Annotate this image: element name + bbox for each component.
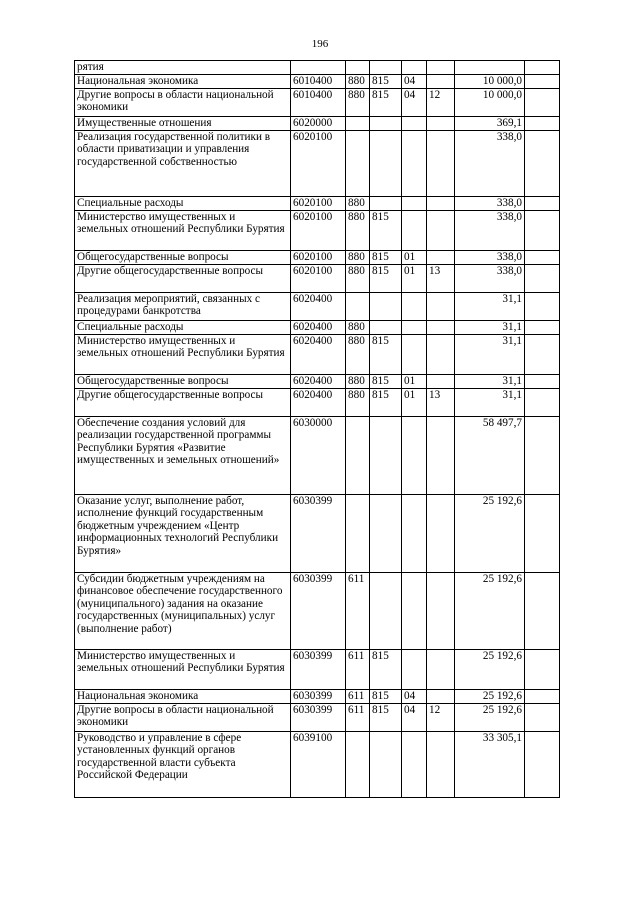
- cell-gr: 815: [370, 88, 402, 116]
- cell-gr: [370, 494, 402, 572]
- cell-vr: 611: [346, 649, 370, 689]
- cell-name: Реализация государственной политики в области приватизации и управления государственной собственностью: [75, 130, 291, 196]
- cell-code: 6020400: [291, 374, 346, 388]
- cell-rz: [402, 731, 427, 797]
- table-row: [75, 116, 560, 130]
- cell-vr: [346, 61, 370, 75]
- cell-vr: 611: [346, 572, 370, 649]
- cell-vr: 611: [346, 703, 370, 731]
- table-row: [75, 388, 560, 416]
- cell-empty: [525, 74, 560, 88]
- cell-pr: [427, 292, 455, 320]
- cell-gr: [370, 731, 402, 797]
- cell-vr: 880: [346, 74, 370, 88]
- cell-gr: [370, 416, 402, 494]
- cell-empty: [525, 689, 560, 703]
- table-row: [75, 292, 560, 320]
- cell-sum: 31,1: [455, 388, 525, 416]
- cell-rz: 04: [402, 689, 427, 703]
- cell-pr: [427, 116, 455, 130]
- cell-vr: [346, 416, 370, 494]
- cell-empty: [525, 416, 560, 494]
- budget-table: [74, 60, 560, 798]
- cell-pr: [427, 689, 455, 703]
- cell-pr: [427, 130, 455, 196]
- cell-rz: 04: [402, 88, 427, 116]
- cell-rz: [402, 494, 427, 572]
- cell-empty: [525, 649, 560, 689]
- cell-pr: 13: [427, 388, 455, 416]
- cell-sum: 338,0: [455, 210, 525, 250]
- cell-code: 6020100: [291, 196, 346, 210]
- cell-rz: [402, 61, 427, 75]
- cell-code: 6020100: [291, 264, 346, 292]
- cell-pr: 12: [427, 88, 455, 116]
- cell-vr: 880: [346, 250, 370, 264]
- cell-empty: [525, 196, 560, 210]
- table-row: [75, 320, 560, 334]
- cell-vr: 880: [346, 388, 370, 416]
- page-number: 196: [311, 38, 329, 50]
- cell-sum: 25 192,6: [455, 689, 525, 703]
- cell-empty: [525, 61, 560, 75]
- cell-sum: 25 192,6: [455, 572, 525, 649]
- cell-vr: [346, 731, 370, 797]
- cell-sum: 369,1: [455, 116, 525, 130]
- cell-pr: [427, 61, 455, 75]
- cell-sum: 25 192,6: [455, 703, 525, 731]
- cell-gr: 815: [370, 250, 402, 264]
- cell-gr: [370, 292, 402, 320]
- cell-name: Специальные расходы: [75, 196, 291, 210]
- cell-pr: [427, 196, 455, 210]
- cell-rz: [402, 210, 427, 250]
- cell-empty: [525, 292, 560, 320]
- cell-code: 6020400: [291, 388, 346, 416]
- cell-sum: 338,0: [455, 130, 525, 196]
- cell-sum: [455, 61, 525, 75]
- cell-vr: 611: [346, 689, 370, 703]
- cell-vr: 880: [346, 320, 370, 334]
- table-row: [75, 130, 560, 196]
- cell-vr: [346, 292, 370, 320]
- table-row: [75, 703, 560, 731]
- table-body: [75, 61, 560, 798]
- cell-vr: 880: [346, 196, 370, 210]
- cell-name: Субсидии бюджетным учреждениям на финансовое обеспечение государственного (муниципального) задания на оказание государственных (муниципальных) услуг (выполнение работ): [75, 572, 291, 649]
- cell-empty: [525, 130, 560, 196]
- table-row: [75, 416, 560, 494]
- cell-rz: 01: [402, 388, 427, 416]
- cell-rz: [402, 292, 427, 320]
- table-row: [75, 264, 560, 292]
- cell-gr: [370, 130, 402, 196]
- cell-empty: [525, 572, 560, 649]
- cell-empty: [525, 88, 560, 116]
- cell-code: 6010400: [291, 88, 346, 116]
- cell-rz: 01: [402, 250, 427, 264]
- table-row: [75, 196, 560, 210]
- cell-gr: 815: [370, 334, 402, 374]
- cell-gr: 815: [370, 703, 402, 731]
- cell-rz: [402, 649, 427, 689]
- cell-vr: [346, 116, 370, 130]
- cell-name: Министерство имущественных и земельных отношений Республики Бурятия: [75, 649, 291, 689]
- cell-empty: [525, 703, 560, 731]
- cell-vr: 880: [346, 334, 370, 374]
- table-row: [75, 649, 560, 689]
- cell-code: 6030399: [291, 572, 346, 649]
- cell-code: 6030399: [291, 689, 346, 703]
- cell-gr: 815: [370, 264, 402, 292]
- cell-gr: 815: [370, 388, 402, 416]
- cell-name: Национальная экономика: [75, 689, 291, 703]
- cell-gr: 815: [370, 374, 402, 388]
- cell-code: 6020400: [291, 334, 346, 374]
- cell-name: Другие общегосударственные вопросы: [75, 264, 291, 292]
- cell-rz: [402, 572, 427, 649]
- cell-rz: [402, 196, 427, 210]
- cell-pr: [427, 320, 455, 334]
- cell-code: 6020000: [291, 116, 346, 130]
- cell-pr: [427, 210, 455, 250]
- cell-gr: [370, 320, 402, 334]
- cell-sum: 31,1: [455, 320, 525, 334]
- table-row: [75, 494, 560, 572]
- cell-name: Министерство имущественных и земельных отношений Республики Бурятия: [75, 334, 291, 374]
- cell-vr: 880: [346, 88, 370, 116]
- cell-rz: [402, 334, 427, 374]
- cell-rz: [402, 116, 427, 130]
- cell-name: Общегосударственные вопросы: [75, 250, 291, 264]
- cell-rz: [402, 130, 427, 196]
- cell-name: Обеспечение создания условий для реализации государственной программы Республики Бурятия «Развитие имущественных и земельных отношений»: [75, 416, 291, 494]
- cell-code: 6020100: [291, 130, 346, 196]
- cell-pr: [427, 74, 455, 88]
- cell-sum: 25 192,6: [455, 649, 525, 689]
- cell-sum: 58 497,7: [455, 416, 525, 494]
- cell-pr: [427, 334, 455, 374]
- cell-name: Другие вопросы в области национальной экономики: [75, 88, 291, 116]
- cell-gr: 815: [370, 689, 402, 703]
- cell-sum: 31,1: [455, 334, 525, 374]
- cell-code: 6010400: [291, 74, 346, 88]
- cell-empty: [525, 116, 560, 130]
- cell-name: Общегосударственные вопросы: [75, 374, 291, 388]
- cell-vr: 880: [346, 374, 370, 388]
- table-row: [75, 374, 560, 388]
- cell-pr: [427, 416, 455, 494]
- cell-vr: [346, 494, 370, 572]
- cell-empty: [525, 320, 560, 334]
- cell-rz: [402, 416, 427, 494]
- cell-name: рятия: [75, 61, 291, 75]
- cell-rz: [402, 320, 427, 334]
- cell-code: 6030399: [291, 703, 346, 731]
- cell-empty: [525, 494, 560, 572]
- cell-pr: 13: [427, 264, 455, 292]
- table-row: [75, 689, 560, 703]
- cell-name: Национальная экономика: [75, 74, 291, 88]
- cell-pr: [427, 494, 455, 572]
- cell-code: 6020100: [291, 210, 346, 250]
- cell-gr: [370, 196, 402, 210]
- cell-rz: 01: [402, 264, 427, 292]
- cell-name: Реализация мероприятий, связанных с процедурами банкротства: [75, 292, 291, 320]
- cell-sum: 338,0: [455, 250, 525, 264]
- cell-pr: [427, 572, 455, 649]
- cell-code: 6030399: [291, 494, 346, 572]
- cell-gr: 815: [370, 649, 402, 689]
- cell-gr: [370, 572, 402, 649]
- cell-name: Оказание услуг, выполнение работ, исполнение функций государственным бюджетным учреждением «Центр информационных технологий Республики Бурятия»: [75, 494, 291, 572]
- cell-pr: [427, 731, 455, 797]
- cell-empty: [525, 731, 560, 797]
- cell-code: 6020400: [291, 292, 346, 320]
- table-row: [75, 210, 560, 250]
- cell-sum: 338,0: [455, 196, 525, 210]
- cell-empty: [525, 334, 560, 374]
- table-row: [75, 250, 560, 264]
- cell-vr: [346, 130, 370, 196]
- table-row: [75, 74, 560, 88]
- cell-pr: [427, 649, 455, 689]
- cell-empty: [525, 210, 560, 250]
- cell-name: Руководство и управление в сфере установленных функций органов государственной власти субъекта Российской Федерации: [75, 731, 291, 797]
- table-row: [75, 334, 560, 374]
- cell-empty: [525, 388, 560, 416]
- cell-name: Другие общегосударственные вопросы: [75, 388, 291, 416]
- cell-vr: 880: [346, 264, 370, 292]
- cell-name: Имущественные отношения: [75, 116, 291, 130]
- cell-name: Другие вопросы в области национальной экономики: [75, 703, 291, 731]
- cell-code: 6030399: [291, 649, 346, 689]
- cell-rz: 04: [402, 74, 427, 88]
- table-row: [75, 61, 560, 75]
- cell-code: [291, 61, 346, 75]
- cell-name: Министерство имущественных и земельных отношений Республики Бурятия: [75, 210, 291, 250]
- cell-pr: [427, 250, 455, 264]
- cell-rz: 04: [402, 703, 427, 731]
- cell-gr: 815: [370, 210, 402, 250]
- cell-rz: 01: [402, 374, 427, 388]
- cell-code: 6020100: [291, 250, 346, 264]
- cell-vr: 880: [346, 210, 370, 250]
- cell-sum: 33 305,1: [455, 731, 525, 797]
- cell-sum: 31,1: [455, 374, 525, 388]
- cell-gr: [370, 61, 402, 75]
- cell-sum: 31,1: [455, 292, 525, 320]
- cell-empty: [525, 250, 560, 264]
- cell-code: 6039100: [291, 731, 346, 797]
- cell-sum: 10 000,0: [455, 74, 525, 88]
- cell-empty: [525, 264, 560, 292]
- cell-gr: [370, 116, 402, 130]
- cell-pr: [427, 374, 455, 388]
- cell-sum: 338,0: [455, 264, 525, 292]
- cell-code: 6030000: [291, 416, 346, 494]
- cell-sum: 25 192,6: [455, 494, 525, 572]
- table-row: [75, 88, 560, 116]
- table-row: [75, 731, 560, 797]
- cell-sum: 10 000,0: [455, 88, 525, 116]
- table-row: [75, 572, 560, 649]
- cell-pr: 12: [427, 703, 455, 731]
- cell-name: Специальные расходы: [75, 320, 291, 334]
- cell-code: 6020400: [291, 320, 346, 334]
- cell-empty: [525, 374, 560, 388]
- cell-gr: 815: [370, 74, 402, 88]
